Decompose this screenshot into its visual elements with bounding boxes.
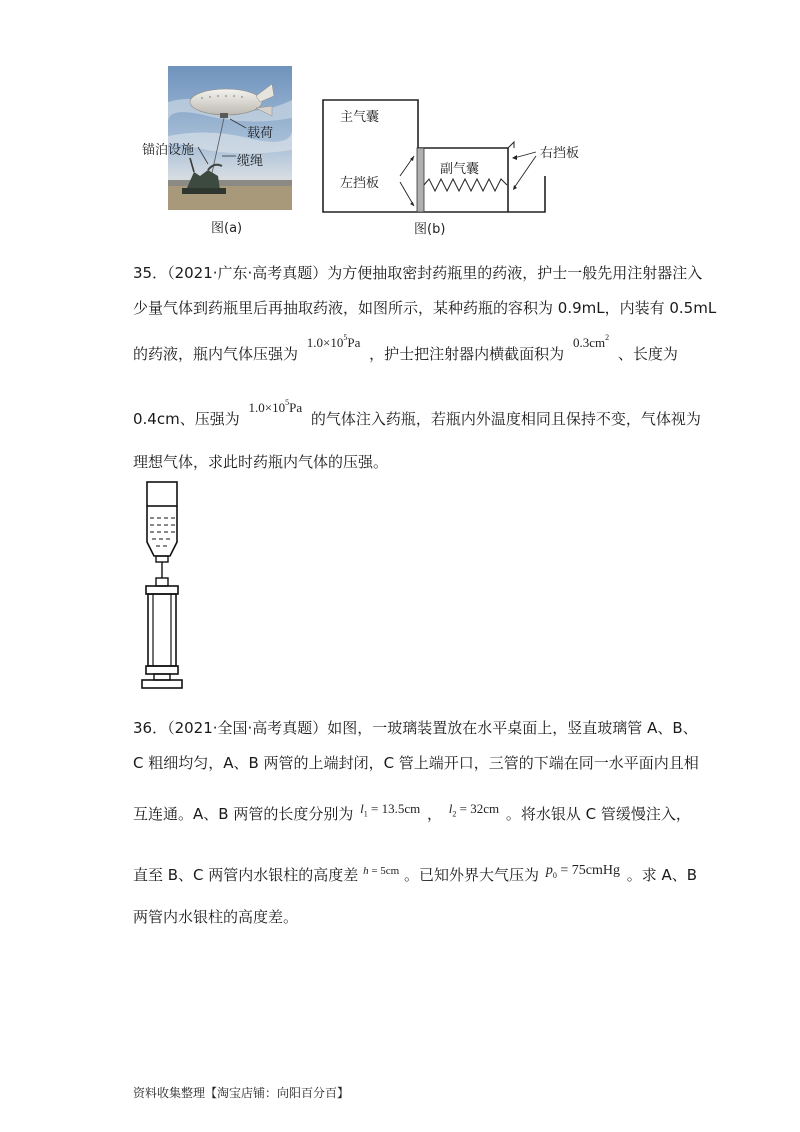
q35-line-2: 少量气体到药瓶里后再抽取药液，如图所示，某种药瓶的容积为 0.9mL，内装有 0.5mL xyxy=(133,299,717,317)
left-baffle-plate xyxy=(417,148,424,212)
q35-line-3-text-a: 的药液，瓶内气体压强为 xyxy=(133,345,299,363)
footer-source: 资料收集整理【淘宝店铺：向阳百分百】 xyxy=(133,1086,350,1100)
figure-syringe-vial xyxy=(136,480,196,695)
q35-line-3 xyxy=(133,332,678,364)
q35-line-4-text-b: 的气体注入药瓶，若瓶内外温度相同且保持不变，气体视为 xyxy=(310,410,701,428)
q35-line-4-text-a: 0.4cm、压强为 xyxy=(133,410,240,428)
q36-line-1: 36．（2021·全国·高考真题）如图，一玻璃装置放在水平桌面上，竖直玻璃管 A、B、 xyxy=(133,719,698,737)
q36-math-l1: $l_1 = 13.5cm$ xyxy=(360,801,421,819)
q36-line-4 xyxy=(133,864,697,886)
q35-line-1: 35．（2021·广东·高考真题）为方便抽取密封药瓶里的药液，护士一般先用注射器注入 xyxy=(133,264,703,282)
q36-line-2: C 粗细均匀，A、B 两管的上端封闭，C 管上端开口，三管的下端在同一水平面内且相 xyxy=(133,754,699,772)
q36-math-p0: $p_0$ = 75cmHg xyxy=(545,863,620,880)
q36-line-3 xyxy=(133,803,691,825)
q35-line-4 xyxy=(133,397,701,429)
sub-bag-label: 副气囊 xyxy=(440,162,480,177)
q36-line-3-text-a: 互连通。A、B 两管的长度分别为 xyxy=(133,805,354,823)
main-bag-label: 主气囊 xyxy=(340,110,380,125)
q35-math-pressure-1: $1.0\times 10^5Pa$ xyxy=(306,332,361,350)
q35-line-3-text-b: ，护士把注射器内横截面积为 xyxy=(369,345,565,363)
figure-a-leaders xyxy=(140,64,300,239)
right-baffle-label: 右挡板 xyxy=(540,146,580,161)
q35-line-3-text-c: 、长度为 xyxy=(617,345,678,363)
q36-line-5: 两管内水银柱的高度差。 xyxy=(133,908,299,926)
q35-math-pressure-2: $1.0\times 10^5Pa$ xyxy=(248,397,303,415)
cable-label: 缆绳 xyxy=(237,154,264,169)
q36-line-4-text-b: 。已知外界大气压为 xyxy=(404,866,540,884)
q35-math-area: $0.3cm^2$ xyxy=(572,332,610,350)
spring xyxy=(424,179,507,191)
figure-a-caption: 图(a) xyxy=(211,221,243,236)
q36-line-3-text-b: 。将水银从 C 管缓慢注入， xyxy=(505,805,691,823)
figure-a xyxy=(140,64,300,239)
payload-label: 载荷 xyxy=(247,126,274,141)
figure-b xyxy=(318,92,598,242)
figure-b-caption: 图(b) xyxy=(414,222,446,237)
q35-line-5: 理想气体，求此时药瓶内气体的压强。 xyxy=(133,453,389,471)
left-baffle-label: 左挡板 xyxy=(340,176,380,191)
anchor-facility-label: 锚泊设施 xyxy=(142,143,195,158)
q36-line-4-text-c: 。求 A、B xyxy=(626,866,698,884)
q36-line-4-text-a: 直至 B、C 两管内水银柱的高度差 xyxy=(133,866,359,884)
q36-math-h: h = 5cm xyxy=(363,865,400,877)
q36-math-l2: $l_2 = 32cm$ xyxy=(448,801,500,819)
q36-line-3-sep: ， xyxy=(426,805,442,823)
